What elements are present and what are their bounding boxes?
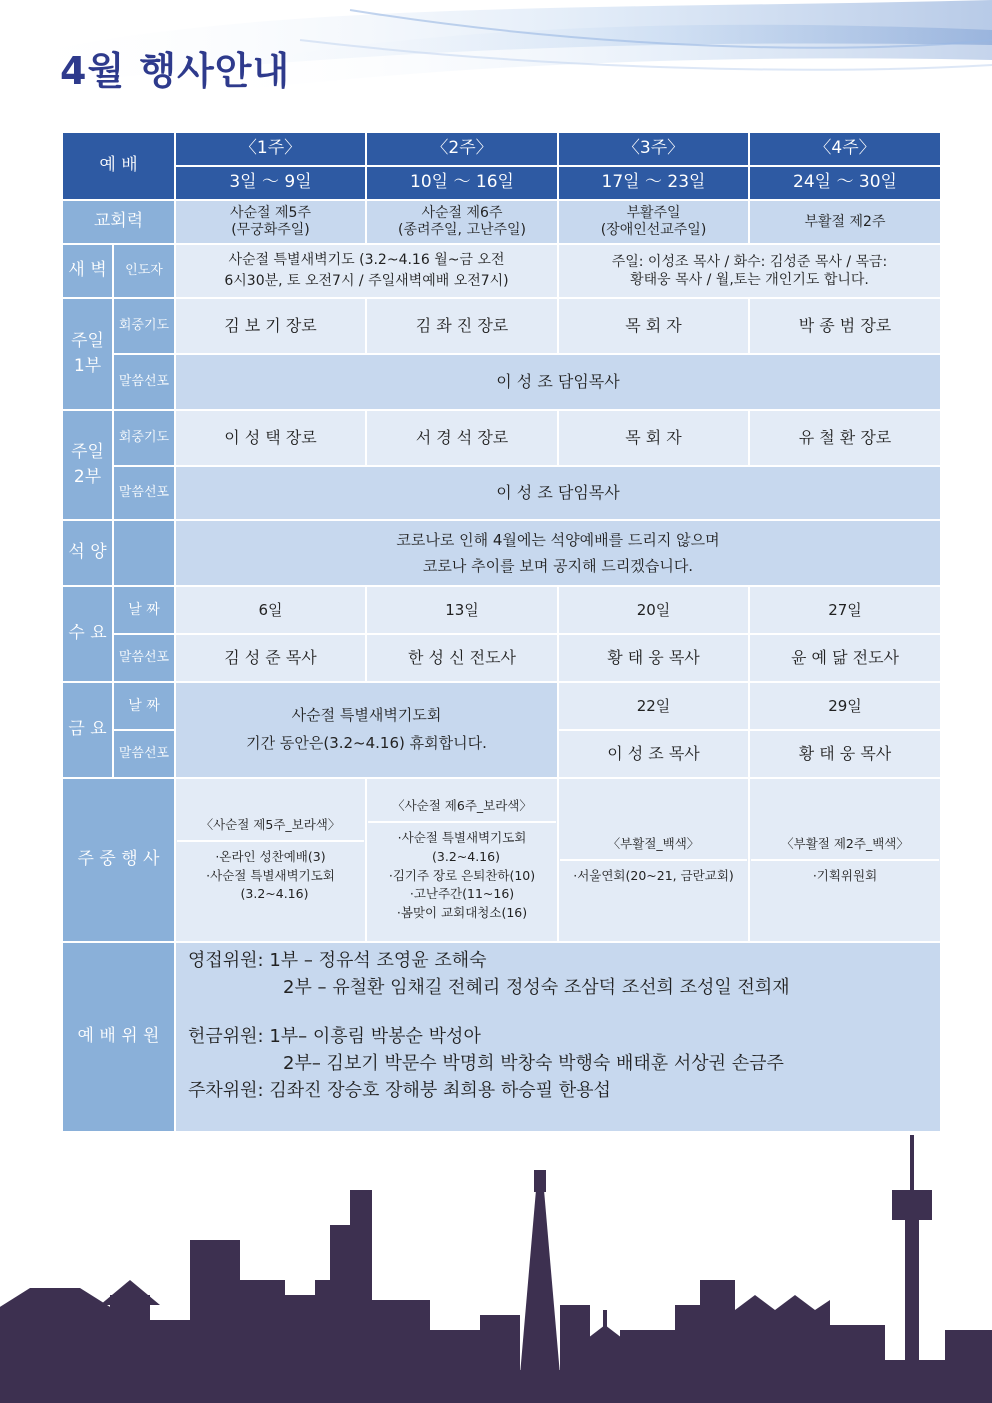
committee-line-1: 영접위원: 1부 – 정유석 조영윤 조해숙 (188, 950, 487, 971)
friday-sermon-label: 말씀선포 (113, 730, 175, 778)
calendar-week-3-sub: (장애인선교주일) (600, 222, 707, 238)
committee-row (62, 942, 941, 1132)
week-4-range: 24일 ～ 30일 (749, 166, 941, 200)
sunday1-sermon: 이 성 조 담임목사 (175, 354, 941, 410)
calendar-week-3-name: 부활주일 (626, 205, 681, 222)
events-week-3 (558, 778, 749, 942)
events-label: 주 중 행 사 (62, 778, 175, 942)
events-week-2-line-3: ·김기주 장로 은퇴찬하(10) (388, 867, 536, 883)
sunday1-prayer-week-2: 김 좌 진 장로 (366, 298, 558, 354)
wednesday-date-week-1: 6일 (175, 586, 366, 634)
week-4-name: 〈4주〉 (749, 132, 941, 166)
events-week-3-line-1: ·서울연회(20~21, 금란교회) (573, 867, 734, 883)
friday-notice-line-2: 기간 동안은(3.2~4.16) 휴회합니다. (246, 734, 487, 752)
events-week-4 (749, 778, 941, 942)
friday-date-week-3: 22일 (558, 682, 749, 730)
committee-line-2: 2부 – 유철환 임채길 전혜리 정성숙 조삼덕 조선희 조성일 전희재 (283, 977, 790, 998)
events-week-1 (175, 778, 366, 942)
calendar-week-3 (558, 200, 749, 244)
dawn-leader-line-1: 주일: 이성조 목사 / 화수: 김성준 목사 / 목금: (611, 253, 888, 270)
sunday2-prayer-row (62, 410, 941, 466)
week-3-range: 17일 ～ 23일 (558, 166, 749, 200)
week-range-row (62, 166, 941, 200)
events-week-4-head: 〈부활절 제2주_백색〉 (751, 829, 939, 861)
sunday1-label-line-1: 주일 (71, 330, 104, 351)
calendar-week-1-name: 사순절 제5주 (230, 205, 311, 222)
committee-line-5: 2부– 김보기 박문수 박명희 박창숙 박행숙 배태훈 서상권 손금주 (283, 1053, 784, 1074)
committee-list (175, 942, 941, 1132)
wednesday-sermon-label: 말씀선포 (113, 634, 175, 682)
sunday1-prayer-row (62, 298, 941, 354)
schedule-table (61, 131, 942, 1133)
sunday1-sermon-row (62, 354, 941, 410)
events-week-2-line-2: (3.2~4.16) (432, 848, 500, 864)
events-week-1-line-2: ·사순절 특별새벽기도회 (206, 867, 335, 883)
evening-notice-line-1: 코로나로 인해 4월에는 석양예배를 드리지 않으며 (396, 530, 720, 549)
wednesday-date-week-2: 13일 (366, 586, 558, 634)
calendar-week-4-name: 부활절 제2주 (804, 213, 886, 230)
wednesday-sermon-row (62, 634, 941, 682)
calendar-week-4 (749, 200, 941, 244)
sunday2-sermon: 이 성 조 담임목사 (175, 466, 941, 520)
friday-notice-line-1: 사순절 특별새벽기도회 (291, 706, 442, 725)
page-title: 4월 행사안내 (60, 49, 291, 93)
sunday2-label-line-2: 2부 (73, 467, 102, 487)
events-week-1-line-1: ·온라인 성찬예배(3) (215, 848, 326, 864)
sunday1-sermon-label: 말씀선포 (113, 354, 175, 410)
sunday2-prayer-label: 회중기도 (113, 410, 175, 466)
calendar-week-1-sub: (무궁화주일) (231, 222, 310, 238)
events-week-1-head: 〈사순절 제5주_보라색〉 (177, 810, 364, 842)
events-row (62, 778, 941, 942)
worship-label: 예 배 (62, 132, 175, 200)
calendar-week-2-name: 사순절 제6주 (421, 205, 503, 222)
sunday1-label-line-2: 1부 (73, 356, 102, 376)
sunday1-prayer-week-4: 박 종 범 장로 (749, 298, 941, 354)
sunday2-label-line-1: 주일 (71, 441, 104, 462)
sunday2-sermon-label: 말씀선포 (113, 466, 175, 520)
events-week-2-head: 〈사순절 제6주_보라색〉 (368, 791, 556, 823)
wednesday-date-week-4: 27일 (749, 586, 941, 634)
friday-preacher-week-3: 이 성 조 목사 (558, 730, 749, 778)
friday-label: 금 요 (62, 682, 113, 778)
evening-row (62, 520, 941, 586)
week-1-name: 〈1주〉 (175, 132, 366, 166)
sunday2-prayer-week-3: 목 회 자 (558, 410, 749, 466)
dawn-notice-line-1: 사순절 특별새벽기도 (3.2~4.16 월~금 오전 (228, 252, 505, 268)
calendar-row (62, 200, 941, 244)
events-week-4-line-1: ·기획위원회 (812, 867, 878, 883)
events-week-2-line-1: ·사순절 특별새벽기도회 (397, 830, 527, 846)
week-name-row (62, 132, 941, 166)
friday-preacher-week-4: 황 태 웅 목사 (749, 730, 941, 778)
wednesday-preacher-week-2: 한 성 신 전도사 (366, 634, 558, 682)
calendar-week-2-sub: (종려주일, 고난주일) (397, 222, 527, 238)
sunday1-prayer-week-1: 김 보 기 장로 (175, 298, 366, 354)
wednesday-label: 수 요 (62, 586, 113, 682)
dawn-leader-notice (558, 244, 941, 298)
friday-date-week-4: 29일 (749, 682, 941, 730)
friday-notice (175, 682, 558, 778)
events-week-1-line-3: (3.2~4.16) (240, 886, 309, 902)
city-skyline-illustration (0, 1130, 992, 1403)
committee-line-6: 주차위원: 김좌진 장승호 장해붕 최희용 하승필 한용섭 (188, 1080, 611, 1101)
dawn-label: 새 벽 (62, 244, 113, 298)
calendar-week-2 (366, 200, 558, 244)
dawn-sub-label: 인도자 (113, 244, 175, 298)
evening-notice (175, 520, 941, 586)
events-week-2 (366, 778, 558, 942)
wednesday-preacher-week-4: 윤 예 닮 전도사 (749, 634, 941, 682)
calendar-label: 교회력 (62, 200, 175, 244)
week-2-range: 10일 ～ 16일 (366, 166, 558, 200)
calendar-week-1 (175, 200, 366, 244)
week-3-name: 〈3주〉 (558, 132, 749, 166)
evening-notice-line-2: 코로나 추이를 보며 공지해 드리겠습니다. (422, 557, 694, 575)
committee-label: 예 배 위 원 (62, 942, 175, 1132)
committee-line-spacer (188, 1001, 928, 1023)
sunday1-label (62, 298, 113, 410)
events-week-3-head: 〈부활절_백색〉 (560, 829, 747, 861)
friday-date-label: 날 짜 (113, 682, 175, 730)
dawn-schedule-notice (175, 244, 558, 298)
sunday2-prayer-week-1: 이 성 택 장로 (175, 410, 366, 466)
wednesday-date-row (62, 586, 941, 634)
committee-line-4: 헌금위원: 1부– 이흥림 박봉순 박성아 (188, 1026, 481, 1047)
wednesday-preacher-week-3: 황 태 웅 목사 (558, 634, 749, 682)
events-week-2-line-4: ·고난주간(11~16) (409, 886, 515, 902)
dawn-leader-line-2: 황태웅 목사 / 월,토는 개인기도 합니다. (630, 272, 869, 288)
sunday2-prayer-week-2: 서 경 석 장로 (366, 410, 558, 466)
evening-sub-empty (113, 520, 175, 586)
wednesday-preacher-week-1: 김 성 준 목사 (175, 634, 366, 682)
dawn-row (62, 244, 941, 298)
friday-date-row (62, 682, 941, 730)
sunday2-label (62, 410, 113, 520)
evening-label: 석 양 (62, 520, 113, 586)
week-2-name: 〈2주〉 (366, 132, 558, 166)
wednesday-date-label: 날 짜 (113, 586, 175, 634)
events-week-2-line-5: ·봄맞이 교회대청소(16) (396, 905, 528, 921)
wednesday-date-week-3: 20일 (558, 586, 749, 634)
sunday1-prayer-label: 회중기도 (113, 298, 175, 354)
sunday2-prayer-week-4: 유 철 환 장로 (749, 410, 941, 466)
week-1-range: 3일 ～ 9일 (175, 166, 366, 200)
sunday1-prayer-week-3: 목 회 자 (558, 298, 749, 354)
dawn-notice-line-2: 6시30분, 토 오전7시 / 주일새벽예배 오전7시) (224, 273, 509, 289)
sunday2-sermon-row (62, 466, 941, 520)
